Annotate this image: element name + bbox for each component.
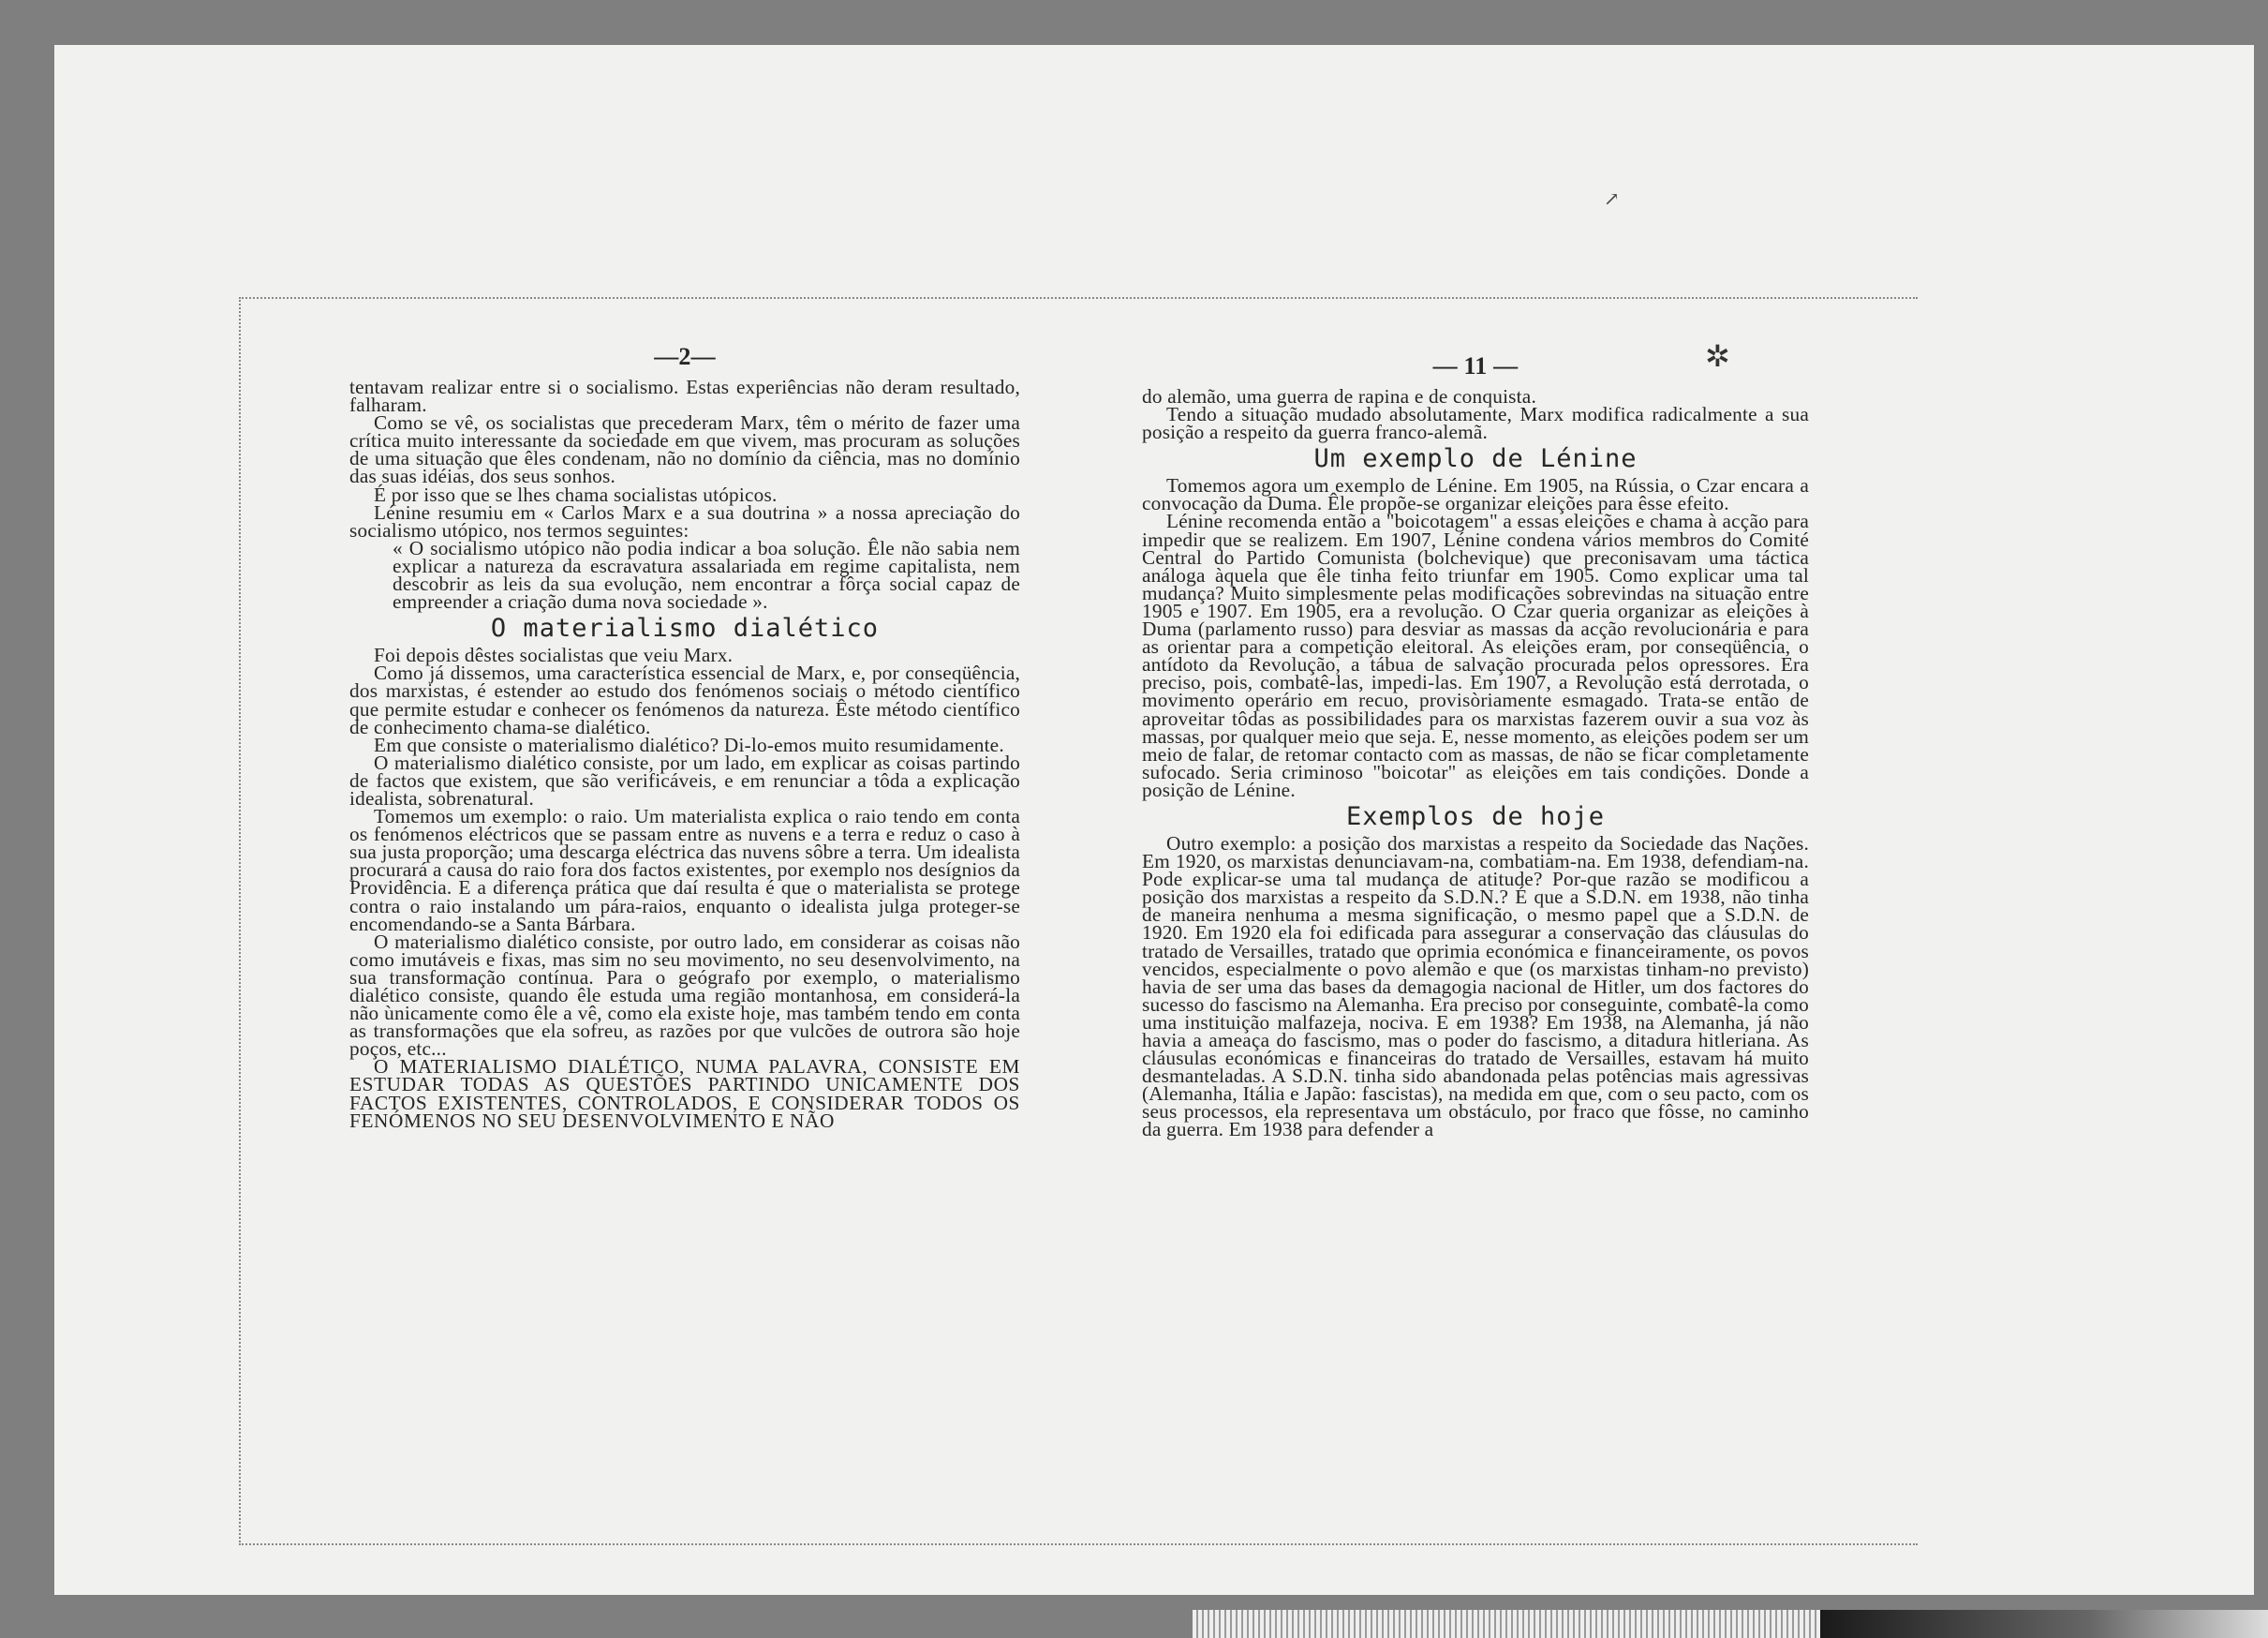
paragraph: Em que consiste o materialismo dialético? Di-lo-emos muito resumidamente. [374, 733, 1004, 756]
paragraph: O materialismo dialético consiste, por um lado, em explicar as coisas partindo de factos que existem, que são verificáveis, e em renunciar a tôda a explicação idealista, sobrenatural. [349, 751, 1020, 810]
paragraph: Lénine recomenda então a "boicotagem" a essas eleições e chama à acção para impedir que se realizem. Em 1907, Lénine condena vários membros do Comité Central do Partido Comunista (bolchevique) que preconisavam uma táctica análoga àquela que êle tinha feito triunfar em 1905. Como explicar uma tal mudança? Muito simplesmente pelas modificações sobrevindas na situação entre 1905 e 1907. Em 1905, era a revolução. O Czar queria organizar as eleições à Duma (parlamento russo) para desviar as massas da acção revolucionária e para as orientar para a competição eleitoral. As eleições eram, por conseqüência, o antídoto da Revolução, a tábua de salvação procurada pelos opressores. Era preciso, pois, combatê-las, impedi-las. Em 1907, a Revolução está derrotada, o movimento operário em recuo, provisòriamente esmagado. Trata-se então de aproveitar tôdas as possibilidades para os marxistas fazerem ouvir a sua voz às massas, por qualquer meio que seja. E, nesse momento, as eleições podem ser um meio de falar, de retomar contacto com as massas, de não se ficar completamente sufocado. Seria criminoso "boicotar" as eleições em tais condições. Donde a posição de Lénine. [1142, 510, 1809, 801]
page-number-left: —2— [654, 343, 716, 370]
closing-uppercase-paragraph: O MATERIALISMO DIALÉTICO, NUMA PALAVRA, CONSISTE EM ESTUDAR TODAS AS QUESTÕES PARTINDO UNICAMENTE DOS FACTOS EXISTENTES, CONTROLADOS, E CONSIDERAR TODOS OS FENÓMENOS NO SEU DESENVOLVIMENTO E NÃO [349, 1055, 1020, 1132]
paragraph: Como já dissemos, uma característica essencial de Marx, e, por conseqüência, dos marxistas, é estender ao estudo dos fenómenos sociais o método científico que permite estudar e conhecer os fenómenos da natureza. Êste método científico de conhecimento chama-se dialético. [349, 662, 1020, 738]
paragraph: O materialismo dialético consiste, por outro lado, em considerar as coisas não como imutáveis e fixas, mas sim no seu movimento, no seu desenvolvimento, na sua transformação contínua. Para o geógrafo por exemplo, o materialismo dialético consiste, quando êle estuda uma região montanhosa, em considerá-la não ùnicamente como êle a vê, como ela existe hoje, mas também tendo em conta as transformações que ela sofreu, as razões por que vulcões de outrora são hoje poços, etc... [349, 930, 1020, 1061]
paragraph: tentavam realizar entre si o socialismo. Estas experiências não deram resultado, falharam. [349, 376, 1020, 417]
paragraph: Lénine resumiu em « Carlos Marx e a sua doutrina » a nossa apreciação do socialismo utópico, nos termos seguintes: [349, 500, 1020, 542]
section-heading: Um exemplo de Lénine [1313, 444, 1638, 474]
book-spread [239, 297, 1918, 1545]
paragraph: Tomemos agora um exemplo de Lénine. Em 1905, na Rússia, o Czar encara a convocação da Duma. Êle propõe-se organizar eleições para êsse efeito. [1142, 474, 1809, 515]
lenin-quote: « O socialismo utópico não podia indicar a boa solução. Êle não sabia nem explicar a natureza da escravatura assalariada em regime capitalista, nem descobrir as leis da sua evolução, nem encontrar a fôrça social capaz de empreender a criação duma nova sociedade ». [393, 536, 1020, 614]
paragraph: Tomemos um exemplo: o raio. Um materialista explica o raio tendo em conta os fenómenos eléctricos que se passam entre as nuvens e a terra e reduz o caso à sua justa proporção; uma descarga eléctrica das nuvens sôbre a terra. Um idealista procurará a causa do raio fora dos factos existentes, por exemplo nos desígnios da Providência. E a diferença prática que daí resulta é que o materialista se protege contra o raio instalando um pára-raios, enquanto o idealista julga proteger-se encomendando-se a Santa Bárbara. [349, 805, 1020, 935]
paragraph: Outro exemplo: a posição dos marxistas a respeito da Sociedade das Nações. Em 1920, os marxistas denunciavam-na, combatiam-na. Em 1938, defendiam-na. Pode explicar-se uma tal mudança de atitude? Por-que razão se modificou a posição dos marxistas a respeito da S.D.N.? É que a S.D.N. em 1938, não tinha de maneira nenhuma a mesma significação, o mesmo papel que a S.D.N. de 1920. Em 1920 ela foi edificada para assegurar a conservação das cláusulas do tratado de Versailles, tratado que oprimia económica e financeiramente, os povos vencidos, especialmente o povo alemão e que (os marxistas tinham-no previsto) havia de ser uma das bases da demagogia nacional de Hitler, um dos factores do sucesso do fascismo na Alemanha. Era preciso por conseguinte, combatê-la como uma instituição malfazeja, nociva. E em 1938? Em 1938, na Alemanha, já não havia a ameaça do fascismo, mas o poder do fascismo, a ditadura hitleriana. As cláusulas económicas e financeiras do tratado de Versailles, estavam há muito desmanteladas. A S.D.N. tinha sido abandonada pelas potências mais agressivas (Alemanha, Itália e Japão: fascistas), na medida em que, com o seu pacto, com os seus processos, ela representava um obstáculo, por fraco que fôsse, no caminho da guerra. Em 1938 para defender a [1142, 831, 1809, 1141]
scan-scale-bar [1193, 1610, 2268, 1638]
paragraph: do alemão, uma guerra de rapina e de conquista. [1142, 385, 1536, 408]
section-heading: Exemplos de hoje [1345, 801, 1606, 831]
paragraph: Foi depois dêstes socialistas que veiu Marx. [374, 644, 734, 667]
page-number-right: — 11 — [1432, 352, 1519, 380]
section-heading: O materialismo dialético [490, 614, 880, 644]
paragraph: Tendo a situação mudado absolutamente, Marx modifica radicalmente a sua posição a respeito da guerra franco-alemã. [1142, 403, 1809, 444]
paragraph: É por isso que se lhes chama socialistas utópicos. [374, 483, 778, 506]
right-page [1142, 299, 1809, 1139]
paragraph: Como se vê, os socialistas que precederam Marx, têm o mérito de fazer uma crítica muito interessante da sociedade em que vivem, mas procuram as soluções de uma situação que êles condenam, não no domínio da ciência, mas no domínio das suas idéias, dos seus sonhos. [349, 411, 1020, 488]
scan-speck: ↗ [1604, 189, 1620, 210]
ink-blot-mark: ✲ [1705, 339, 1730, 373]
left-page [349, 299, 1020, 1130]
